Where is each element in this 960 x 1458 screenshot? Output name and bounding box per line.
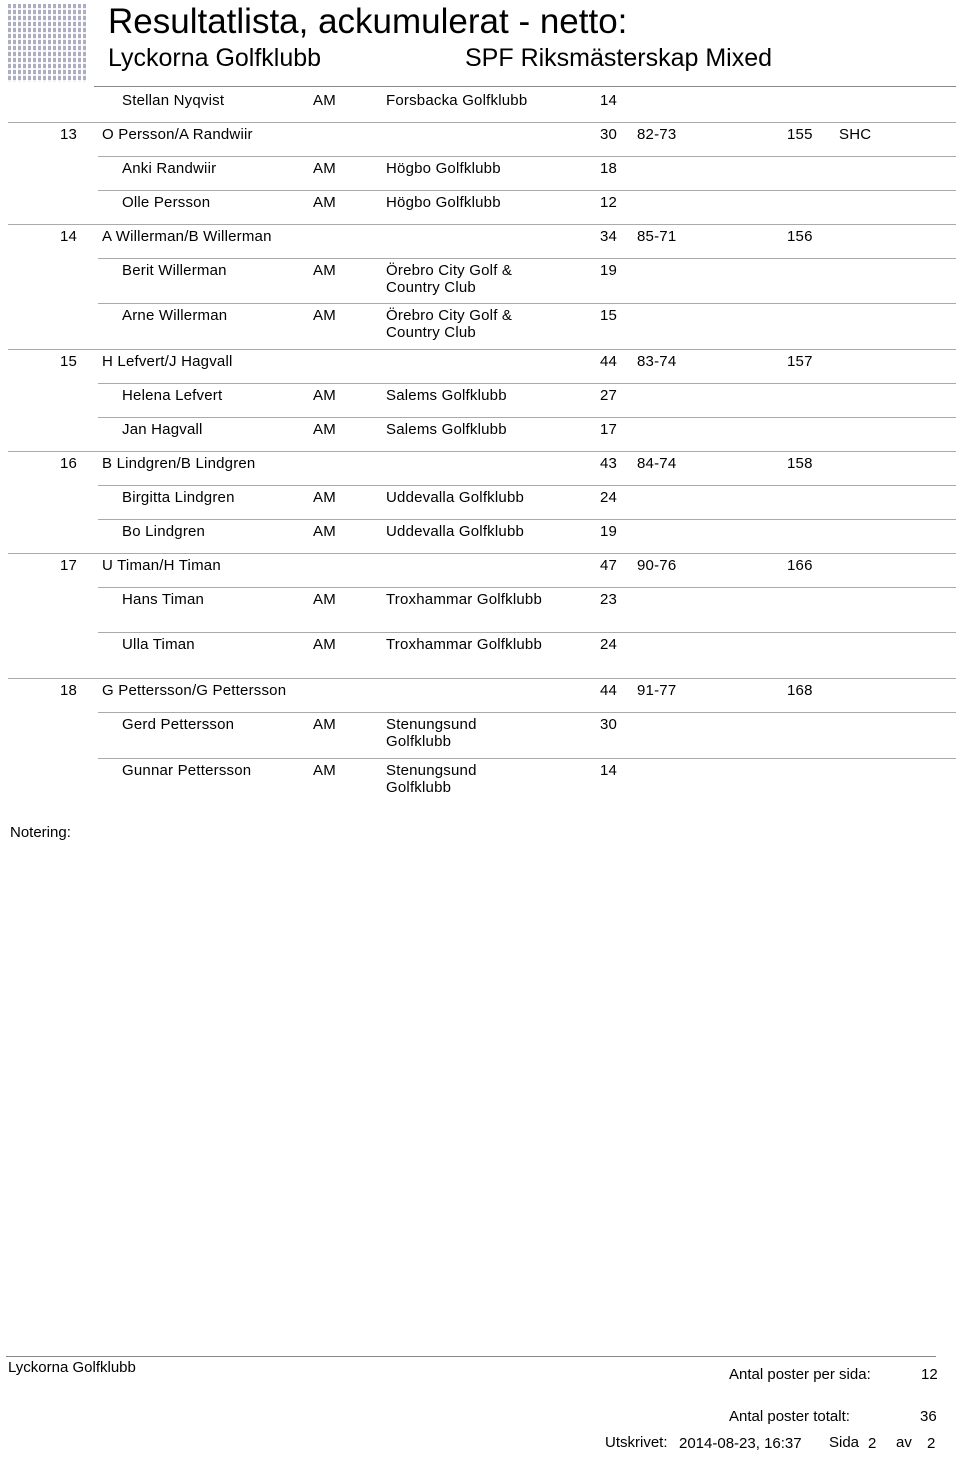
header-divider (94, 86, 956, 87)
player-hcp: 15 (600, 307, 618, 324)
player-name: Bo Lindgren (122, 523, 206, 540)
player-hcp: 24 (600, 489, 618, 506)
team-hcp: 30 (600, 126, 618, 143)
player-club: Högbo Golfklubb (386, 194, 501, 211)
row-divider (98, 519, 956, 520)
row-divider (98, 383, 956, 384)
player-hcp: 23 (600, 591, 618, 608)
printed-value: 2014-08-23, 16:37 (679, 1435, 802, 1452)
player-class: AM (313, 387, 336, 404)
player-club: Salems Golfklubb (386, 421, 507, 438)
team-hcp: 34 (600, 228, 618, 245)
notering-label: Notering: (10, 824, 71, 841)
player-class: AM (313, 262, 336, 279)
row-divider (98, 758, 956, 759)
player-hcp: 30 (600, 716, 618, 733)
row-divider (98, 587, 956, 588)
logo (8, 4, 86, 82)
player-class: AM (313, 160, 336, 177)
team-rank: 15 (60, 353, 78, 370)
team-name: A Willerman/B Willerman (102, 228, 272, 245)
player-club: Forsbacka Golfklubb (386, 92, 528, 109)
total-value: 36 (920, 1408, 937, 1425)
team-name: O Persson/A Randwiir (102, 126, 253, 143)
page-count: 2 (927, 1435, 936, 1452)
team-rank: 16 (60, 455, 78, 472)
team-hcp: 44 (600, 682, 618, 699)
player-name: Anki Randwiir (122, 160, 217, 177)
player-class: AM (313, 307, 336, 324)
player-class: AM (313, 489, 336, 506)
player-club: Örebro City Golf & Country Club (386, 307, 513, 341)
row-divider (8, 224, 956, 225)
team-total: 155 (787, 126, 813, 143)
per-page-label: Antal poster per sida: (729, 1366, 871, 1383)
row-divider (8, 349, 956, 350)
page-number: 2 (868, 1435, 877, 1452)
footer-club: Lyckorna Golfklubb (8, 1359, 136, 1376)
player-club: Salems Golfklubb (386, 387, 507, 404)
player-name: Gunnar Pettersson (122, 762, 252, 779)
player-hcp: 14 (600, 92, 618, 109)
player-name: Ulla Timan (122, 636, 195, 653)
player-club: Högbo Golfklubb (386, 160, 501, 177)
team-name: G Pettersson/G Pettersson (102, 682, 287, 699)
player-class: AM (313, 591, 336, 608)
player-name: Arne Willerman (122, 307, 228, 324)
team-rank: 17 (60, 557, 78, 574)
team-score: 84-74 (637, 455, 677, 472)
team-hcp: 47 (600, 557, 618, 574)
player-name: Stellan Nyqvist (122, 92, 225, 109)
row-divider (8, 451, 956, 452)
team-score: 83-74 (637, 353, 677, 370)
row-divider (98, 258, 956, 259)
player-hcp: 27 (600, 387, 618, 404)
player-class: AM (313, 762, 336, 779)
team-score: 85-71 (637, 228, 677, 245)
row-divider (8, 678, 956, 679)
team-score: 82-73 (637, 126, 677, 143)
team-score: 90-76 (637, 557, 677, 574)
team-rank: 13 (60, 126, 78, 143)
player-hcp: 19 (600, 262, 618, 279)
row-divider (98, 303, 956, 304)
player-class: AM (313, 523, 336, 540)
row-divider (98, 156, 956, 157)
player-club: Stenungsund Golfklubb (386, 762, 477, 796)
team-hcp: 43 (600, 455, 618, 472)
printed-label: Utskrivet: (605, 1434, 668, 1451)
player-club: Troxhammar Golfklubb (386, 591, 542, 608)
player-name: Gerd Pettersson (122, 716, 235, 733)
player-hcp: 19 (600, 523, 618, 540)
player-name: Olle Persson (122, 194, 211, 211)
player-club: Örebro City Golf & Country Club (386, 262, 513, 296)
player-club: Stenungsund Golfklubb (386, 716, 477, 750)
per-page-value: 12 (921, 1366, 938, 1383)
player-hcp: 17 (600, 421, 618, 438)
player-class: AM (313, 92, 336, 109)
row-divider (98, 485, 956, 486)
player-name: Berit Willerman (122, 262, 227, 279)
row-divider (98, 190, 956, 191)
team-score: 91-77 (637, 682, 677, 699)
player-hcp: 18 (600, 160, 618, 177)
team-name: U Timan/H Timan (102, 557, 221, 574)
row-divider (98, 712, 956, 713)
team-total: 166 (787, 557, 813, 574)
team-total: 168 (787, 682, 813, 699)
player-hcp: 12 (600, 194, 618, 211)
footer-divider (6, 1356, 936, 1357)
team-total: 158 (787, 455, 813, 472)
row-divider (98, 417, 956, 418)
player-hcp: 14 (600, 762, 618, 779)
player-club: Uddevalla Golfklubb (386, 489, 525, 506)
team-rank: 14 (60, 228, 78, 245)
total-label: Antal poster totalt: (729, 1408, 850, 1425)
player-class: AM (313, 194, 336, 211)
team-name: H Lefvert/J Hagvall (102, 353, 233, 370)
team-hcp: 44 (600, 353, 618, 370)
player-hcp: 24 (600, 636, 618, 653)
player-name: Helena Lefvert (122, 387, 223, 404)
team-rank: 18 (60, 682, 78, 699)
player-name: Birgitta Lindgren (122, 489, 235, 506)
player-name: Jan Hagvall (122, 421, 203, 438)
player-class: AM (313, 636, 336, 653)
page-title: Resultatlista, ackumulerat - netto: (108, 2, 628, 41)
player-club: Troxhammar Golfklubb (386, 636, 542, 653)
team-note: SHC (839, 126, 872, 143)
team-name: B Lindgren/B Lindgren (102, 455, 256, 472)
row-divider (8, 122, 956, 123)
event-name: SPF Riksmästerskap Mixed (465, 44, 773, 72)
row-divider (98, 632, 956, 633)
row-divider (8, 553, 956, 554)
club-name: Lyckorna Golfklubb (108, 44, 322, 72)
team-total: 157 (787, 353, 813, 370)
page-of-label: av (896, 1434, 912, 1451)
player-class: AM (313, 421, 336, 438)
player-class: AM (313, 716, 336, 733)
page-label: Sida (829, 1434, 860, 1451)
player-club: Uddevalla Golfklubb (386, 523, 525, 540)
player-name: Hans Timan (122, 591, 205, 608)
team-total: 156 (787, 228, 813, 245)
